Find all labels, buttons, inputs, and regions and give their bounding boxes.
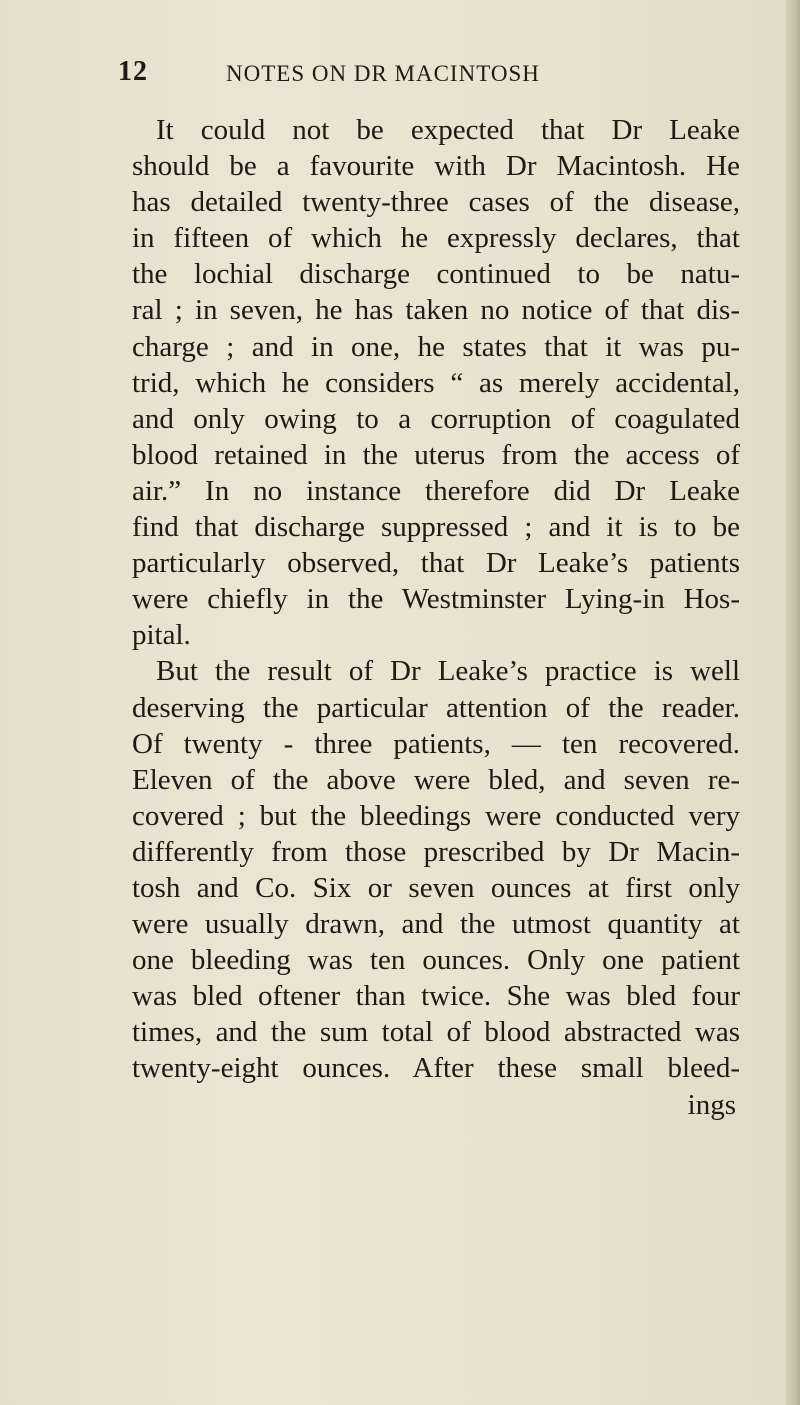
body-text: [132, 112, 740, 1123]
text-line: Eleven of the above were bled, and seven re-: [132, 763, 740, 796]
text-line: air.” In no instance therefore did Dr Leake: [132, 474, 740, 507]
text-line: were chiefly in the Westminster Lying-in Hos-: [132, 583, 740, 616]
text-line: one bleeding was ten ounces. Only one patient: [132, 944, 740, 977]
text-line: pital.: [132, 619, 191, 652]
text-line: Of twenty - three patients, — ten recovered.: [132, 727, 740, 760]
text-line: covered ; but the bleedings were conducted very: [132, 799, 740, 832]
text-line: charge ; and in one, he states that it was pu-: [132, 330, 740, 363]
text-line: blood retained in the uterus from the access of: [132, 438, 740, 471]
catchword: ings: [687, 1088, 736, 1121]
text-line: was bled oftener than twice. She was bled four: [132, 980, 740, 1013]
page-edge: [786, 0, 800, 1405]
text-line: deserving the particular attention of the reader.: [132, 691, 740, 724]
text-line: should be a favourite with Dr Macintosh. He: [132, 150, 740, 183]
page-header: [118, 56, 758, 96]
page-number: 12: [118, 56, 148, 87]
text-line: twenty-eight ounces. After these small bleed-: [132, 1052, 740, 1085]
text-line: It could not be expected that Dr Leake: [156, 114, 740, 146]
running-head: NOTES ON DR MACINTOSH: [226, 61, 540, 86]
text-line: the lochial discharge continued to be natu-: [132, 258, 740, 291]
text-line: times, and the sum total of blood abstracted was: [132, 1016, 740, 1049]
text-line: But the result of Dr Leake’s practice is well: [156, 655, 740, 688]
text-line: in fifteen of which he expressly declares, that: [132, 222, 740, 255]
text-line: particularly observed, that Dr Leake’s patients: [132, 547, 740, 580]
text-line: differently from those prescribed by Dr Macin-: [132, 835, 740, 868]
text-line: were usually drawn, and the utmost quantity at: [132, 908, 740, 941]
text-line: trid, which he considers “ as merely accidental,: [132, 366, 740, 399]
text-line: and only owing to a corruption of coagulated: [132, 402, 740, 435]
text-line: ral ; in seven, he has taken no notice of that dis-: [132, 294, 740, 327]
text-line: find that discharge suppressed ; and it is to be: [132, 511, 740, 544]
text-line: has detailed twenty-three cases of the disease,: [132, 186, 740, 219]
text-line: tosh and Co. Six or seven ounces at first only: [132, 871, 740, 904]
